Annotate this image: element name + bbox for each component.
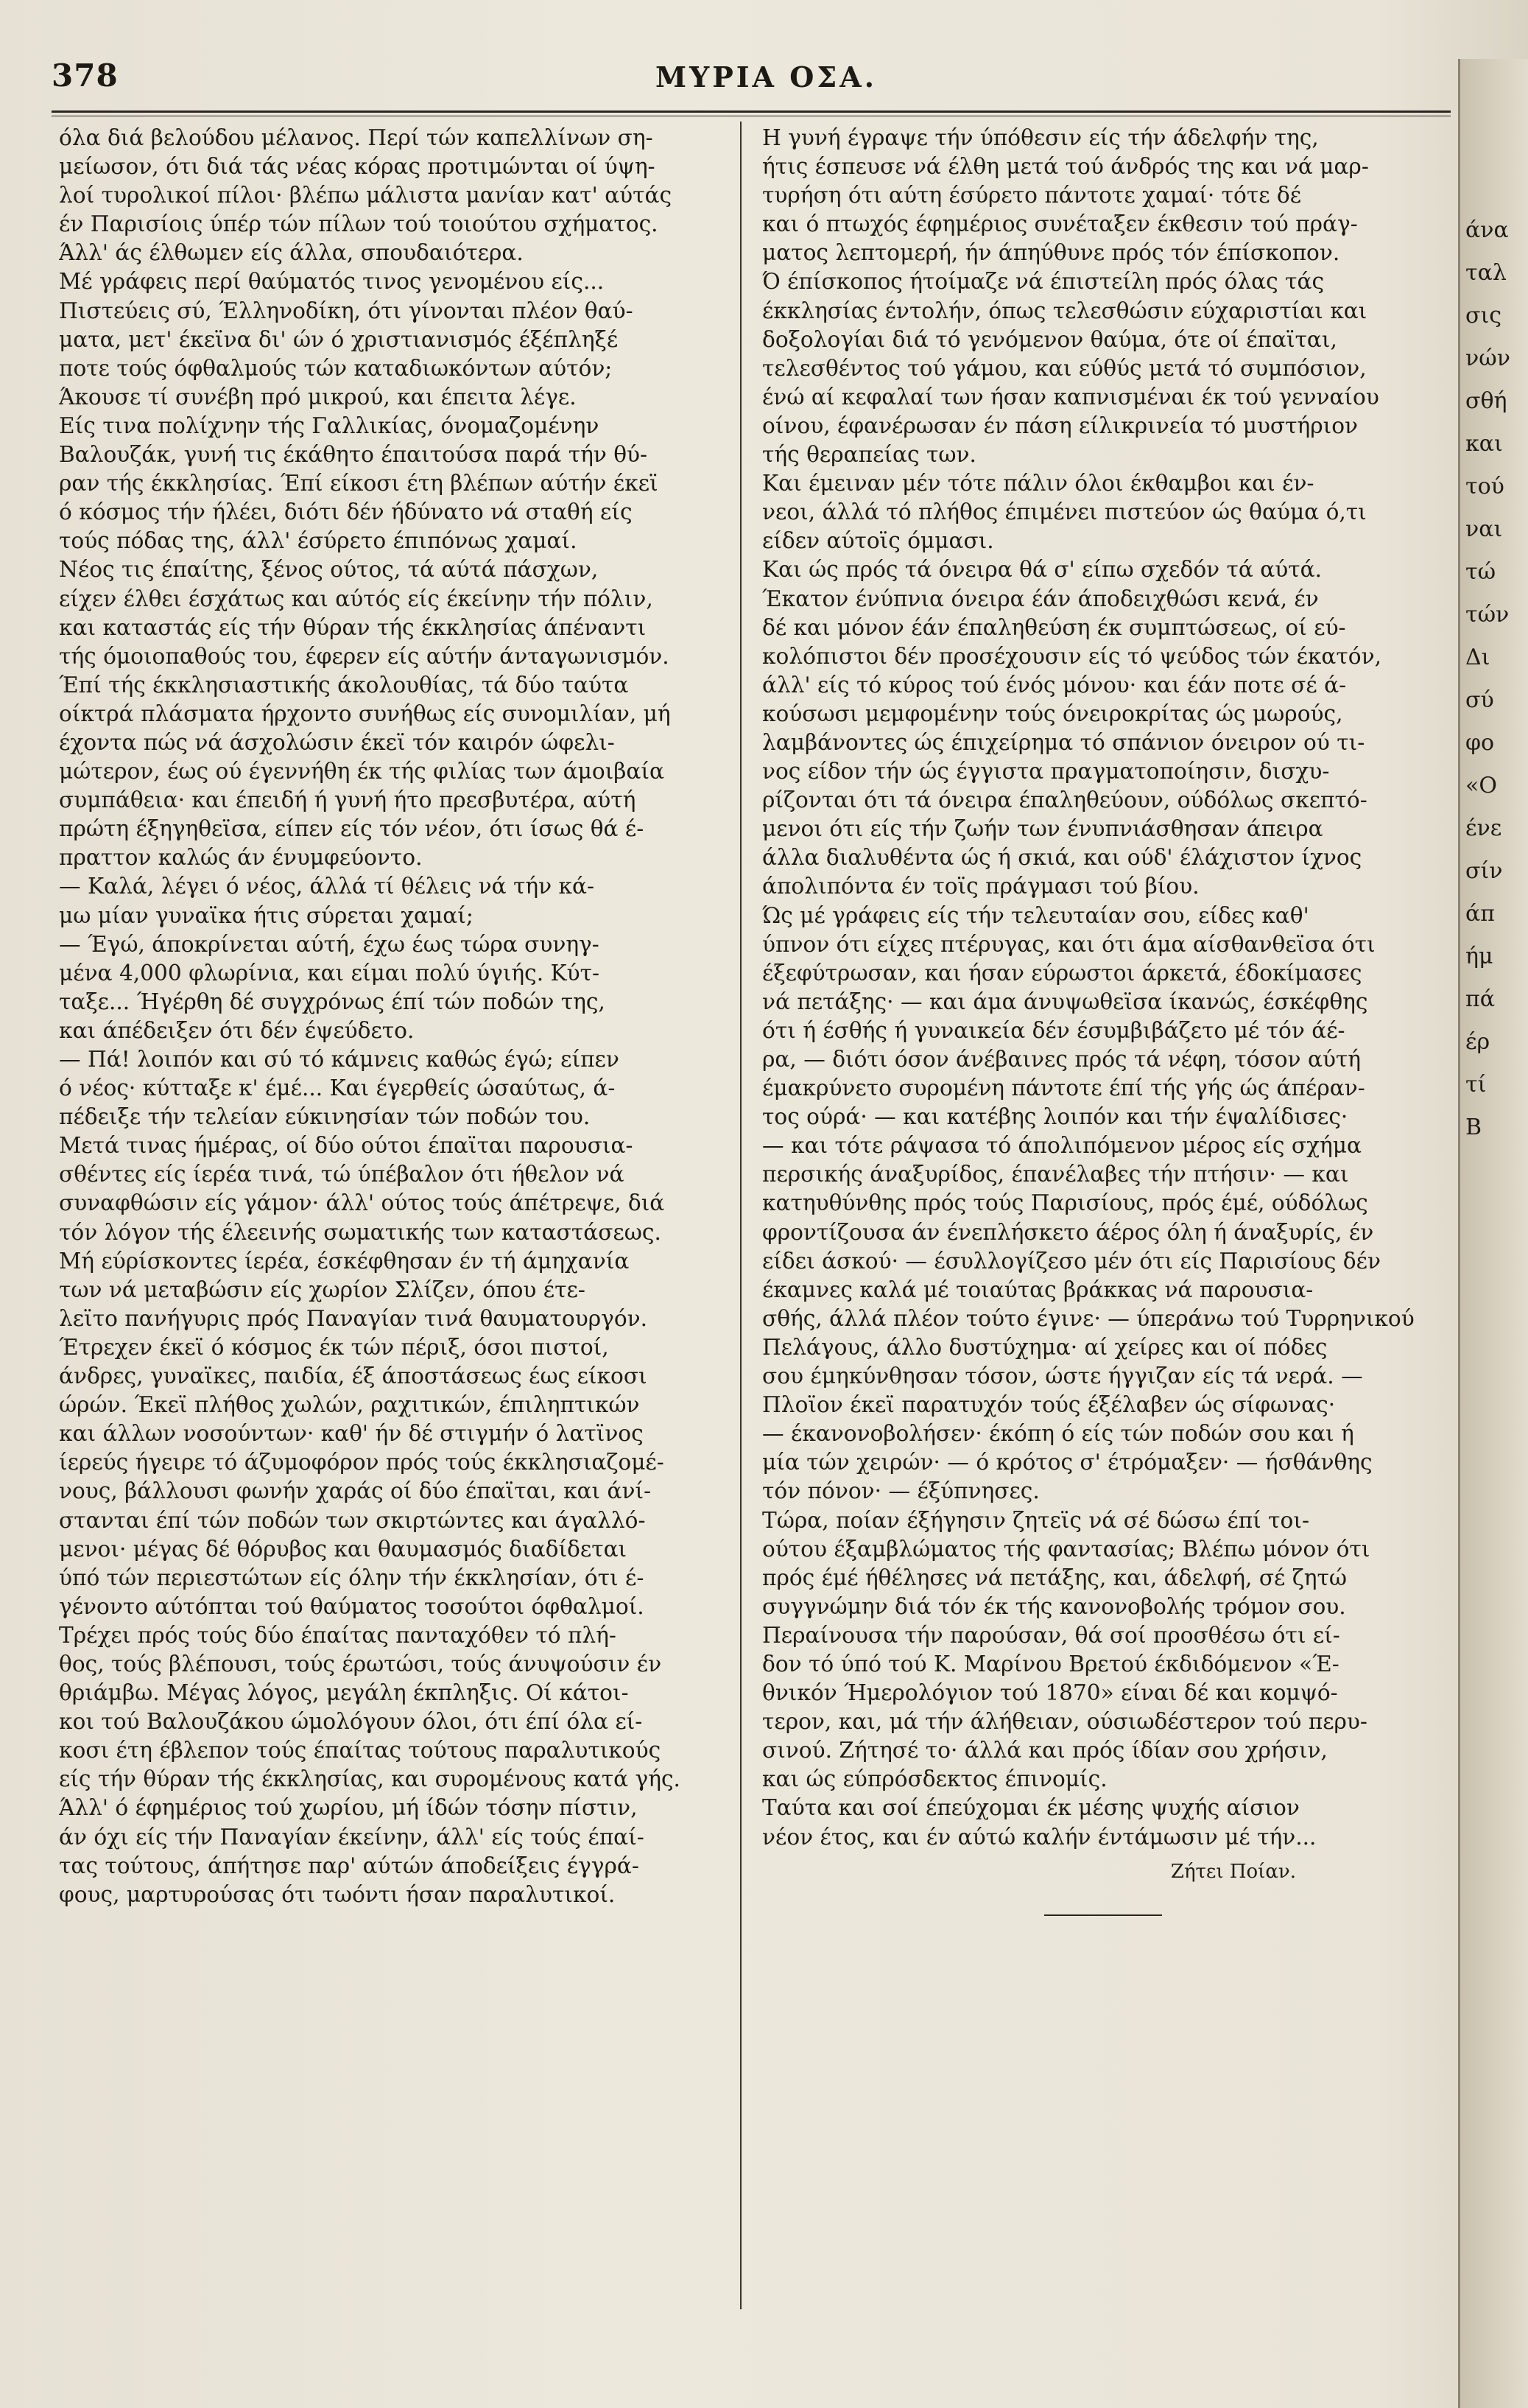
right-column-line: Η γυνή έγραψε τήν ύπόθεσιν είς τήν άδελφήν της, xyxy=(762,125,1319,150)
left-column-line: Άκουσε τί συνέβη πρό μικρού, και έπειτα λέγε. xyxy=(59,384,577,410)
right-column-line: νά πετάξης· — και άμα άνυψωθεϊσα ίκανώς, έσκέφθης xyxy=(762,989,1368,1014)
left-column-line: μενοι· μέγας δέ θόρυβος και θαυμασμός διαδίδεται xyxy=(59,1536,627,1562)
right-column-line: ύπνον ότι είχες πτέρυγας, και ότι άμα αίσθανθεϊσα ότι xyxy=(762,931,1376,957)
right-column-line: Ταύτα και σοί έπεύχομαι έκ μέσης ψυχής αίσιον xyxy=(762,1795,1300,1821)
left-column-line: ποτε τούς όφθαλμούς τών καταδιωκόντων αύτόν; xyxy=(59,355,613,381)
right-column-line: είδει άσκού· — έσυλλογίζεσο μέν ότι είς Παρισίους δέν xyxy=(762,1248,1381,1274)
right-column-line: άπολιπόντα έν τοϊς πράγμασι τού βίου. xyxy=(762,874,1200,899)
right-column-line: ματος λεπτομερή, ήν άπηύθυνε πρός τόν έπίσκοπον. xyxy=(762,240,1340,266)
header-rule xyxy=(52,110,1451,113)
edge-fragment: σθή xyxy=(1465,388,1507,414)
right-column-line: νεοι, άλλά τό πλήθος έπιμένει πιστεύον ώς θαύμα ό,τι xyxy=(762,499,1367,525)
edge-fragment: τί xyxy=(1465,1072,1487,1098)
left-column-line: οίκτρά πλάσματα ήρχοντο συνήθως είς συνομιλίαν, μή xyxy=(59,701,671,726)
right-column-line: κούσωσι μεμφομένην τούς όνειροκρίτας ώς μωρούς, xyxy=(762,701,1343,726)
left-column xyxy=(59,124,740,1909)
left-column-line: έν Παρισίοις ύπέρ τών πίλων τού τοιούτου σχήματος. xyxy=(59,211,658,237)
edge-fragment: άπ xyxy=(1465,901,1495,927)
right-column-line: πρός έμέ ήθέλησες νά πετάξης, και, άδελφή, σέ ζητώ xyxy=(762,1565,1348,1590)
edge-fragment: ήμ xyxy=(1465,944,1493,969)
left-column-line: ύπό τών περιεστώτων είς όλην τήν έκκλησίαν, ότι έ- xyxy=(59,1565,644,1590)
right-column-line: δον τό ύπό τού Κ. Μαρίνου Βρετού έκδιδόμενον «Έ- xyxy=(762,1651,1339,1677)
right-column-line: νέον έτος, και έν αύτώ καλήν έντάμωσιν μέ τήν... xyxy=(762,1824,1317,1850)
right-column-line: σινού. Ζήτησέ το· άλλά και πρός ίδίαν σου χρήσιν, xyxy=(762,1738,1328,1763)
right-column-line: ένώ αί κεφαλαί των ήσαν καπνισμέναι έκ τού γενναίου xyxy=(762,384,1379,410)
left-column-line: — Καλά, λέγει ό νέος, άλλά τί θέλεις νά τήν κά- xyxy=(59,874,594,899)
right-column-line: σου έμηκύνθησαν τόσον, ώστε ήγγιζαν είς τά νερά. — xyxy=(762,1363,1363,1389)
left-column-line: Πιστεύεις σύ, Έλληνοδίκη, ότι γίνονται πλέον θαύ- xyxy=(59,298,633,323)
left-column-line: έχοντα πώς νά άσχολώσιν έκεϊ τόν καιρόν ώφελι- xyxy=(59,729,615,755)
edge-fragment: νών xyxy=(1465,345,1510,371)
left-column-line: κοι τού Βαλουζάκου ώμολόγουν όλοι, ότι έπί όλα εί- xyxy=(59,1709,643,1735)
right-column-line: — και τότε ράψασα τό άπολιπόμενον μέρος είς σχήμα xyxy=(762,1133,1362,1159)
left-column-line: πέδειξε τήν τελείαν εύκινησίαν τών ποδών του. xyxy=(59,1104,591,1130)
left-column-line: λεϊτο πανήγυρις πρός Παναγίαν τινά θαυματουργόν. xyxy=(59,1305,648,1331)
left-column-line: λοί τυρολικοί πίλοι· βλέπω μάλιστα μανίαν κατ' αύτάς xyxy=(59,183,672,208)
right-column-line: και ώς εύπρόσδεκτος έπινομίς. xyxy=(762,1766,1108,1792)
left-column-line: νους, βάλλουσι φωνήν χαράς οί δύο έπαϊται, και άνί- xyxy=(59,1478,652,1504)
left-column-line: Νέος τις έπαίτης, ξένος ούτος, τά αύτά πάσχων, xyxy=(59,557,599,583)
edge-fragment: φο xyxy=(1465,730,1495,756)
right-column-line: συγγνώμην διά τόν έκ τής κανονοβολής τρόμον σου. xyxy=(762,1593,1346,1619)
left-column-line: πραττον καλώς άν ένυμφεύοντο. xyxy=(59,845,423,871)
right-column-line: τος ούρά· — και κατέβης λοιπόν και τήν έψαλίδισες· xyxy=(762,1104,1348,1130)
right-column-line: λαμβάνοντες ώς έπιχείρημα τό σπάνιον όνειρον ού τι- xyxy=(762,729,1365,755)
right-column-line: είδεν αύτοϊς όμμασι. xyxy=(762,528,994,554)
right-column-line: τερον, και, μά τήν άλήθειαν, ούσιωδέστερον τού περυ- xyxy=(762,1709,1367,1735)
right-column-line: άλλα διαλυθέντα ώς ή σκιά, και ούδ' έλάχιστον ίχνος xyxy=(762,845,1362,871)
right-column-line: δοξολογίαι διά τό γενόμενον θαύμα, ότε οί έπαϊται, xyxy=(762,326,1337,352)
right-column-line: μία τών χειρών· — ό κρότος σ' έτρόμαξεν· — ήσθάνθης xyxy=(762,1450,1373,1475)
right-column-line: Και ώς πρός τά όνειρα θά σ' είπω σχεδόν τά αύτά. xyxy=(762,557,1323,583)
right-column-line: κατηυθύνθης πρός τούς Παρισίους, πρός έμέ, ούδόλως xyxy=(762,1190,1368,1216)
left-column-line: των νά μεταβώσιν είς χωρίον Σλίζεν, όπου έτε- xyxy=(59,1277,585,1302)
left-column-line: Άλλ' ό έφημέριος τού χωρίου, μή ίδών τόσην πίστιν, xyxy=(59,1795,638,1821)
right-column-line: σθής, άλλά πλέον τούτο έγινε· — ύπεράνω τού Τυρρηνικού xyxy=(762,1305,1415,1331)
right-column-line: Ό έπίσκοπος ήτοίμαζε νά έπιστείλη πρός όλας τάς xyxy=(762,269,1325,295)
right-column-line: ούτου έξαμβλώματος τής φαντασίας; Βλέπω μόνον ότι xyxy=(762,1536,1370,1562)
right-column-line: Πλοϊον έκεϊ παρατυχόν τούς έξέλαβεν ώς σίφωνας· xyxy=(762,1392,1336,1418)
edge-fragment: σύ xyxy=(1465,687,1494,713)
edge-fragment: «Ο xyxy=(1465,773,1497,798)
right-column-line: Και έμειναν μέν τότε πάλιν όλοι έκθαμβοι και έν- xyxy=(762,471,1314,496)
left-column-line: — Έγώ, άποκρίνεται αύτή, έχω έως τώρα συνηγ- xyxy=(59,931,599,957)
right-column-line: νος είδον τήν ώς έγγιστα πραγματοποίησιν, δισχυ- xyxy=(762,759,1330,784)
right-column-line: έξεφύτρωσαν, και ήσαν εύρωστοι άρκετά, έδοκίμασες xyxy=(762,960,1362,986)
right-column-line: κολόπιστοι δέν προσέχουσιν είς τό ψεύδος τών έκατόν, xyxy=(762,643,1381,669)
right-column-line: — έκανονοβολήσεν· έκόπη ό είς τών ποδών σου και ή xyxy=(762,1421,1354,1447)
right-column-line: τόν πόνον· — έξύπνησες. xyxy=(762,1478,1040,1504)
right-column-line: και ό πτωχός έφημέριος συνέταξεν έκθεσιν τού πράγ- xyxy=(762,211,1358,237)
running-title: ΜΥΡΙΑ ΟΣΑ. xyxy=(655,60,877,94)
left-column-line: Μέ γράφεις περί θαύματός τινος γενομένου είς... xyxy=(59,269,605,295)
edge-fragment: τού xyxy=(1465,474,1504,499)
column-divider xyxy=(740,122,742,2309)
left-column-line: τούς πόδας της, άλλ' έσύρετο έπιπόνως χαμαί. xyxy=(59,528,577,554)
left-column-line: μείωσον, ότι διά τάς νέας κόρας προτιμώνται οί ύψη- xyxy=(59,154,655,180)
edge-fragment: ένε xyxy=(1465,815,1502,841)
right-column-line: περσικής άναξυρίδος, έπανέλαβες τήν πτήσιν· — και xyxy=(762,1162,1349,1187)
left-column-line: ματα, μετ' έκεϊνα δι' ών ό χριστιανισμός έξέπληξέ xyxy=(59,326,619,352)
edge-fragment: και xyxy=(1465,431,1503,457)
left-column-line: Είς τινα πολίχνην τής Γαλλικίας, όνομαζομένην xyxy=(59,413,599,438)
left-column-line: συναφθώσιν είς γάμον· άλλ' ούτος τούς άπέτρεψε, διά xyxy=(59,1190,665,1216)
left-column-line: γένοντο αύτόπται τού θαύματος τοσούτοι όφθαλμοί. xyxy=(59,1593,644,1619)
right-column-line: θνικόν Ήμερολόγιον τού 1870» είναι δέ και κομψό- xyxy=(762,1680,1338,1706)
left-column-line: θριάμβω. Μέγας λόγος, μεγάλη έκπληξις. Οί κάτοι- xyxy=(59,1680,629,1706)
right-column-line: Τώρα, ποίαν έξήγησιν ζητεϊς νά σέ δώσω έπί τοι- xyxy=(762,1507,1309,1533)
left-column-line: ό κόσμος τήν ήλέει, διότι δέν ήδύνατο νά σταθή είς xyxy=(59,499,633,525)
right-column-line: ρίζονται ότι τά όνειρα έπαληθεύουν, ούδόλως σκεπτό- xyxy=(762,787,1367,813)
edge-fragment: ταλ xyxy=(1465,260,1507,286)
edge-fragment: σίν xyxy=(1465,858,1503,884)
left-column-line: Έτρεχεν έκεϊ ό κόσμος έκ τών πέριξ, όσοι πιστοί, xyxy=(59,1334,609,1360)
right-column-line: ρα, — διότι όσον άνέβαινες πρός τά νέφη, τόσον αύτή xyxy=(762,1047,1362,1072)
left-column-line: ό νέος· κύτταξε κ' έμέ... Και έγερθείς ώσαύτως, ά- xyxy=(59,1075,616,1101)
left-column-line: και άπέδειξεν ότι δέν έψεύδετο. xyxy=(59,1017,415,1043)
right-column-line: έμακρύνετο συρομένη πάντοτε έπί τής γής ώς άπέραν- xyxy=(762,1075,1365,1101)
left-column-line: θος, τούς βλέπουσι, τούς έρωτώσι, τούς άνυψούσιν έν xyxy=(59,1651,662,1677)
left-column-line: τής όμοιοπαθούς του, έφερεν είς αύτήν άνταγωνισμόν. xyxy=(59,643,669,669)
right-column-line: τυρήση ότι αύτη έσύρετο πάντοτε χαμαί· τότε δέ xyxy=(762,183,1302,208)
left-column-line: ραν τής έκκλησίας. Έπί είκοσι έτη βλέπων αύτήν έκεϊ xyxy=(59,471,658,496)
left-column-line: φους, μαρτυρούσας ότι τωόντι ήσαν παραλυτικοί. xyxy=(59,1881,616,1907)
left-column-line: είς τήν θύραν τής έκκλησίας, και συρομένους κατά γής. xyxy=(59,1766,680,1792)
right-column-line: δέ και μόνον έάν έπαληθεύση έκ συμπτώσεως, οί εύ- xyxy=(762,614,1346,640)
left-column-line: άνδρες, γυναϊκες, παιδία, έξ άποστάσεως έως είκοσι xyxy=(59,1363,647,1389)
left-column-line: τας τούτους, άπήτησε παρ' αύτών άποδείξεις έγγρά- xyxy=(59,1853,639,1878)
left-column-line: συμπάθεια· και έπειδή ή γυνή ήτο πρεσβυτέρα, αύτή xyxy=(59,787,636,813)
left-column-line: ώρών. Έκεϊ πλήθος χωλών, ραχιτικών, έπιληπτικών xyxy=(59,1392,640,1418)
right-column-line: φροντίζουσα άν ένεπλήσκετο άέρος όλη ή άναξυρίς, έν xyxy=(762,1219,1374,1245)
right-column-line: τελεσθέντος τού γάμου, και εύθύς μετά τό συμπόσιον, xyxy=(762,355,1367,381)
right-column-line: άλλ' είς τό κύρος τού ένός μόνου· και έάν ποτε σέ ά- xyxy=(762,672,1347,698)
end-rule xyxy=(1044,1914,1162,1916)
right-column-line: ότι ή έσθής ή γυναικεία δέν έσυμβιβάζετο μέ τόν άέ- xyxy=(762,1017,1345,1043)
right-column-line: Έκατον ένύπνια όνειρα έάν άποδειχθώσι κενά, έν xyxy=(762,586,1319,611)
right-column-line: Ώς μέ γράφεις είς τήν τελευταίαν σου, είδες καθ' xyxy=(762,902,1309,928)
right-column-line: Περαίνουσα τήν παρούσαν, θά σοί προσθέσω ότι εί- xyxy=(762,1622,1340,1648)
left-column-line: στανται έπί τών ποδών των σκιρτώντες και άγαλλό- xyxy=(59,1507,646,1533)
right-column xyxy=(762,124,1443,1916)
right-column-line: έκκλησίας έντολήν, όπως τελεσθώσιν εύχαριστίαι και xyxy=(762,298,1367,323)
edge-fragment: Δι xyxy=(1465,645,1490,670)
edge-fragment: Β xyxy=(1465,1115,1482,1140)
left-column-line: τόν λόγον τής έλεεινής σωματικής των καταστάσεως. xyxy=(59,1219,661,1245)
edge-fragment: σις xyxy=(1465,303,1502,329)
edge-fragment: τών xyxy=(1465,602,1510,628)
page-number: 378 xyxy=(52,57,119,94)
left-column-line: σθέντες είς ίερέα τινά, τώ ύπέβαλον ότι ήθελον νά xyxy=(59,1162,624,1187)
right-column-line: ήτις έσπευσε νά έλθη μετά τού άνδρός της και νά μαρ- xyxy=(762,154,1369,180)
edge-fragment: έρ xyxy=(1465,1029,1490,1055)
right-column-line: μενοι ότι είς τήν ζωήν των ένυπνιάσθησαν άπειρα xyxy=(762,816,1323,842)
right-column-line: έκαμνες καλά μέ τοιαύτας βράκκας νά παρουσια- xyxy=(762,1277,1314,1302)
left-column-line: είχεν έλθει έσχάτως και αύτός είς έκείνην τήν πόλιν, xyxy=(59,586,653,611)
left-column-line: κοσι έτη έβλεπον τούς έπαίτας τούτους παραλυτικούς xyxy=(59,1738,661,1763)
left-column-line: μένα 4,000 φλωρίνια, και είμαι πολύ ύγιής. Κύτ- xyxy=(59,960,600,986)
right-column-line: Πελάγους, άλλο δυστύχημα· αί χείρες και οί πόδες xyxy=(762,1334,1328,1360)
left-column-line: όλα διά βελούδου μέλανος. Περί τών καπελλίνων ση- xyxy=(59,125,653,150)
edge-fragment: άνα xyxy=(1465,217,1509,243)
edge-fragment: πά xyxy=(1465,986,1495,1012)
left-column-line: Άλλ' άς έλθωμεν είς άλλα, σπουδαιότερα. xyxy=(59,240,524,266)
left-column-line: — Πά! λοιπόν και σύ τό κάμνεις καθώς έγώ; είπεν xyxy=(59,1047,619,1072)
signature: Ζήτει Ποίαν. xyxy=(1170,1860,1296,1883)
left-column-line: μώτερον, έως ού έγεννήθη έκ τής φιλίας των άμοιβαία xyxy=(59,759,664,784)
right-column-line: τής θεραπείας των. xyxy=(762,442,976,468)
edge-fragment: τώ xyxy=(1465,559,1496,585)
left-column-line: άν όχι είς τήν Παναγίαν έκείνην, άλλ' είς τούς έπαί- xyxy=(59,1824,644,1850)
left-column-line: Τρέχει πρός τούς δύο έπαίτας πανταχόθεν τό πλή- xyxy=(59,1622,616,1648)
left-column-line: μω μίαν γυναϊκα ήτις σύρεται χαμαί; xyxy=(59,902,473,928)
left-column-line: ίερεύς ήγειρε τό άζυμοφόρον πρός τούς έκκλησιαζομέ- xyxy=(59,1450,664,1475)
left-column-line: ταξε... Ήγέρθη δέ συγχρόνως έπί τών ποδών της, xyxy=(59,989,605,1014)
left-column-line: Μή εύρίσκοντες ίερέα, έσκέφθησαν έν τή άμηχανία xyxy=(59,1248,630,1274)
right-column-line: οίνου, έφανέρωσαν έν πάση είλικρινεία τό μυστήριον xyxy=(762,413,1359,438)
left-column-line: Μετά τινας ήμέρας, οί δύο ούτοι έπαϊται παρουσια- xyxy=(59,1133,633,1159)
left-column-line: και άλλων νοσούντων· καθ' ήν δέ στιγμήν ό λατϊνος xyxy=(59,1421,644,1447)
left-column-line: Έπί τής έκκλησιαστικής άκολουθίας, τά δύο ταύτα xyxy=(59,672,629,698)
left-column-line: πρώτη έξηγηθεϊσα, είπεν είς τόν νέον, ότι ίσως θά έ- xyxy=(59,816,644,842)
left-column-line: Βαλουζάκ, γυνή τις έκάθητο έπαιτούσα παρά τήν θύ- xyxy=(59,442,648,468)
page-header xyxy=(52,52,1429,103)
edge-fragment: ναι xyxy=(1465,516,1503,542)
left-column-line: και καταστάς είς τήν θύραν τής έκκλησίας άπέναντι xyxy=(59,614,647,640)
